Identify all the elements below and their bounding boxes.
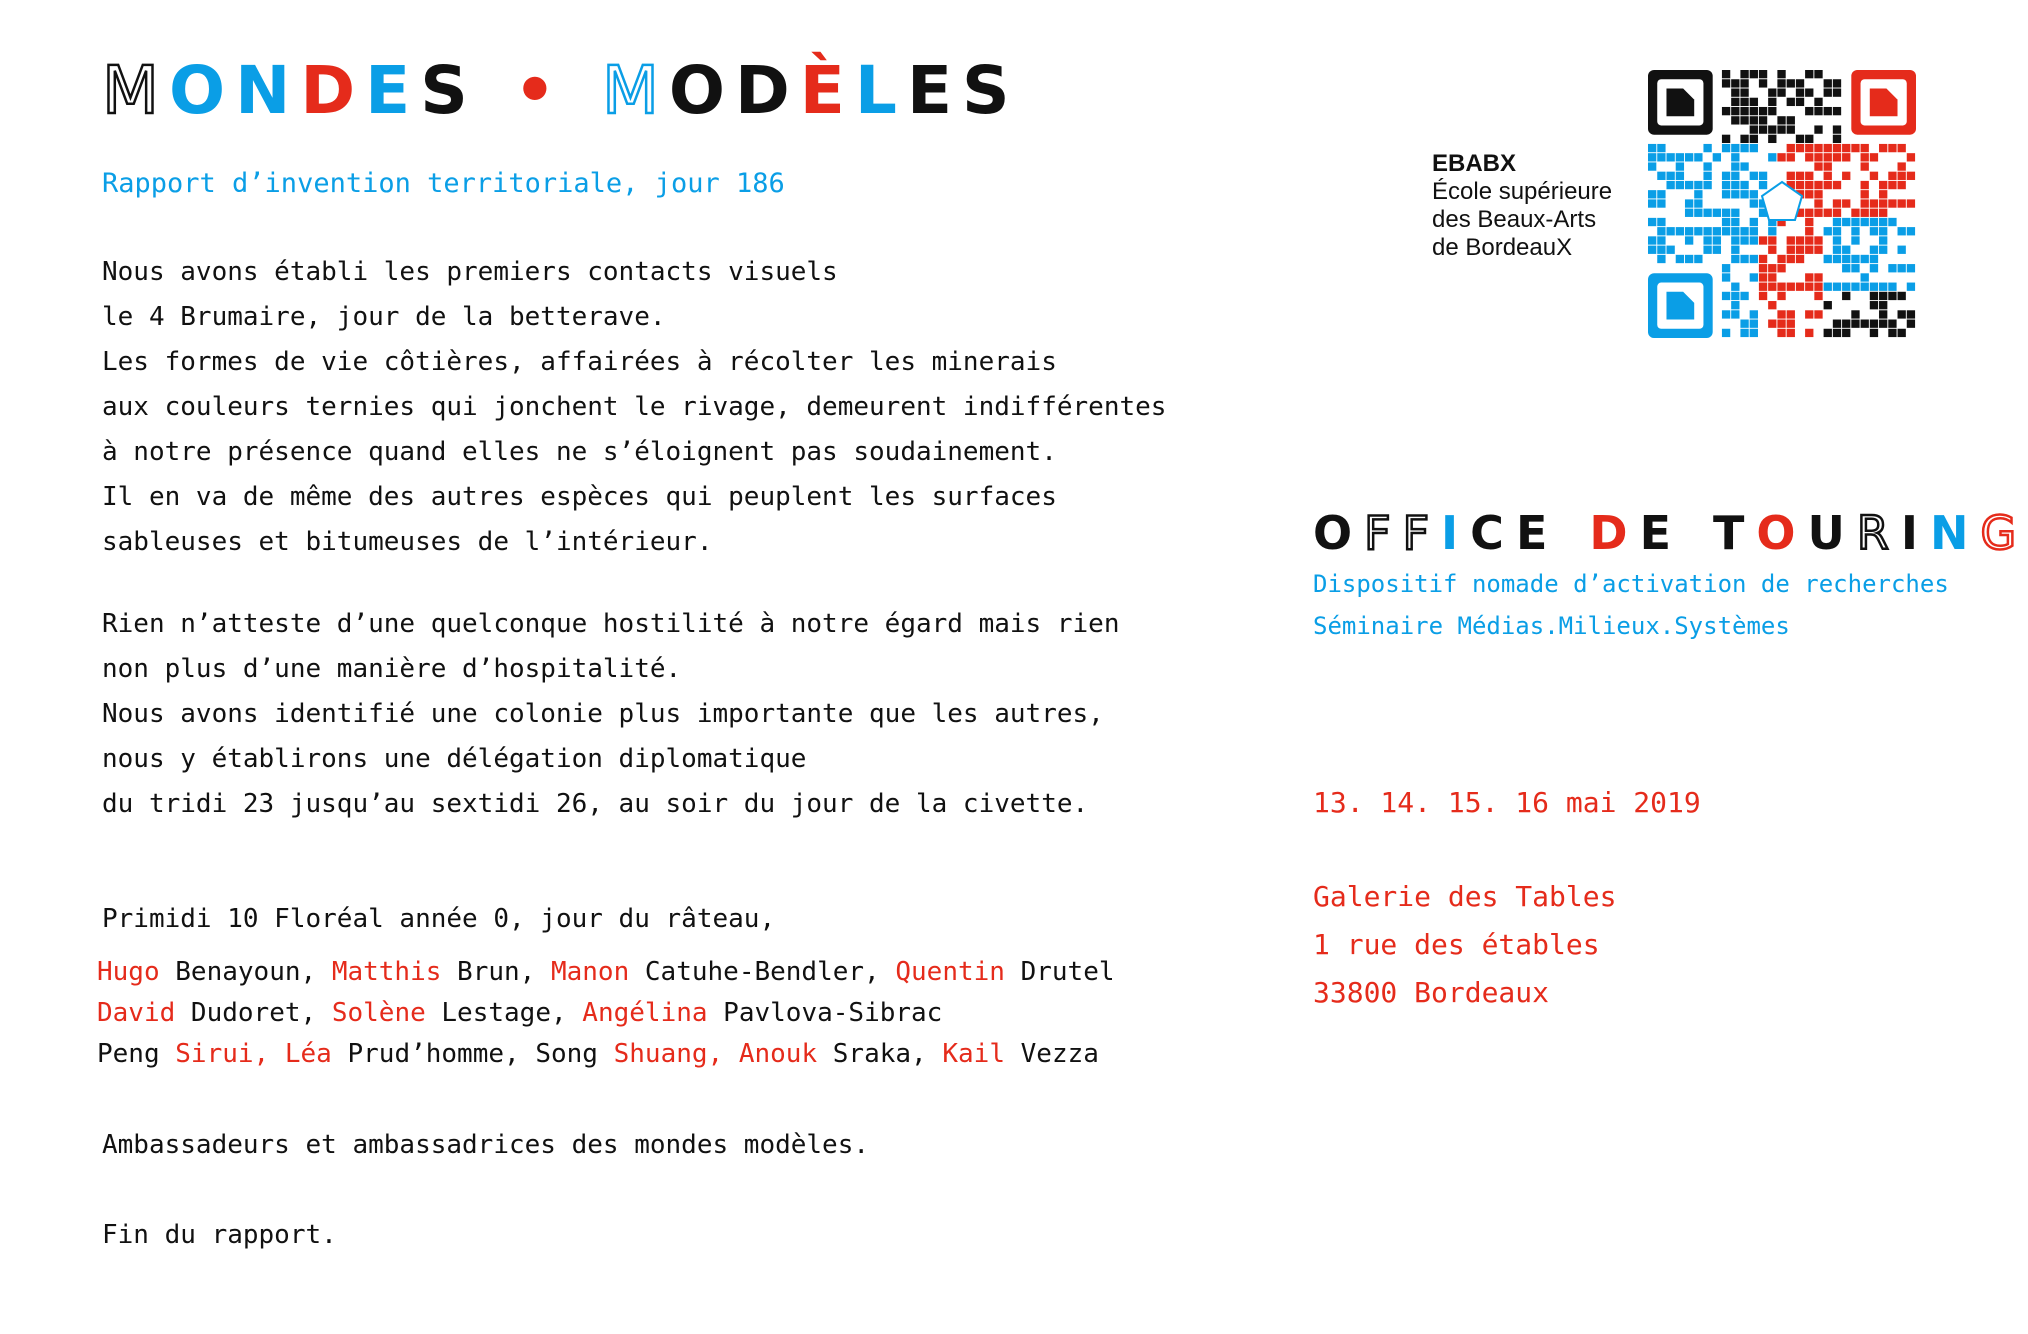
end-line: Fin du rapport.	[102, 1220, 337, 1250]
text-line: nous y établirons une délégation diplomatique	[102, 744, 807, 774]
paragraph-1	[102, 250, 1166, 565]
first-name: Manon	[550, 957, 630, 987]
first-name: Shuang,	[613, 1039, 739, 1069]
name-prefix: Peng	[97, 1039, 176, 1069]
text-line: Nous avons identifié une colonie plus importante que les autres,	[102, 699, 1104, 729]
report-subtitle: Rapport d’invention territoriale, jour 186	[102, 168, 785, 199]
office-seminar: Séminaire Médias.Milieux.Systèmes	[1313, 612, 1790, 640]
office-letter: I	[1441, 506, 1471, 560]
names-line	[97, 993, 1115, 1034]
title-letter: M	[601, 52, 669, 129]
first-name: David	[97, 998, 176, 1028]
title-letter: È	[799, 52, 855, 129]
title-letter: S	[962, 52, 1020, 129]
last-name: Sraka,	[817, 1039, 943, 1069]
office-letter: F	[1402, 506, 1442, 560]
paragraph-2	[102, 602, 1119, 827]
office-letter: O	[1313, 506, 1365, 560]
first-name: Kail	[942, 1039, 1005, 1069]
office-letter: C	[1470, 506, 1516, 560]
title-letter: S	[420, 52, 478, 129]
date-line: Primidi 10 Floréal année 0, jour du râteau,	[102, 904, 776, 934]
last-name: Vezza	[1004, 1039, 1099, 1069]
school-block	[1432, 150, 1612, 262]
text-line: le 4 Brumaire, jour de la betterave.	[102, 302, 666, 332]
names-line	[97, 952, 1115, 993]
office-letter: O	[1756, 506, 1808, 560]
first-name: Matthis	[331, 957, 442, 987]
last-name: Prud’homme,	[331, 1039, 536, 1069]
participants-list	[97, 952, 1115, 1075]
title-letter: E	[906, 52, 963, 129]
venue-name: Galerie des Tables	[1313, 880, 1617, 913]
office-letter: G	[1980, 506, 2028, 560]
first-name: Anouk	[738, 1039, 818, 1069]
first-name: Sirui,	[175, 1039, 285, 1069]
first-name: Quentin	[895, 957, 1005, 987]
last-name: Drutel	[1004, 957, 1115, 987]
school-name-line: des Beaux-Arts	[1432, 206, 1597, 233]
text-line: aux couleurs ternies qui jonchent le rivage, demeurent indifférentes	[102, 392, 1167, 422]
first-name: Angélina	[582, 998, 708, 1028]
qr-code-icon	[1648, 70, 1916, 338]
text-line: à notre présence quand elles ne s’éloignent pas soudainement.	[102, 437, 1057, 467]
office-letter: F	[1364, 506, 1403, 560]
office-letter: E	[1515, 506, 1560, 560]
title-letter: D	[300, 52, 366, 129]
last-name: Brun,	[441, 957, 551, 987]
title-letter: O	[668, 52, 735, 129]
school-name-line: de BordeauX	[1432, 234, 1573, 261]
text-line: Il en va de même des autres espèces qui peuplent les surfaces	[102, 482, 1057, 512]
title-letter: L	[854, 52, 907, 129]
text-line: sableuses et bitumeuses de l’intérieur.	[102, 527, 713, 557]
first-name: Solène	[331, 998, 426, 1028]
school-name-line: École supérieure	[1432, 178, 1613, 205]
venue-city: 33800 Bordeaux	[1313, 976, 1550, 1009]
venue-street: 1 rue des étables	[1313, 928, 1600, 961]
office-letter: R	[1856, 506, 1901, 560]
last-name: Pavlova-Sibrac	[707, 998, 943, 1028]
title-letter: E	[365, 52, 421, 129]
last-name: Lestage,	[425, 998, 583, 1028]
office-title	[1313, 506, 2028, 560]
office-letter: U	[1807, 506, 1857, 560]
title-letter: N	[235, 52, 301, 129]
title-letter: D	[735, 52, 800, 129]
office-letter: N	[1929, 506, 1981, 560]
event-dates: 13. 14. 15. 16 mai 2019	[1313, 786, 1701, 819]
office-letter: I	[1900, 506, 1930, 560]
last-name: Catuhe-Bendler,	[629, 957, 896, 987]
first-name: Léa	[284, 1039, 332, 1069]
office-subtitle: Dispositif nomade d’activation de recherches	[1313, 570, 1949, 598]
title-letter: M	[102, 52, 169, 129]
last-name: Dudoret,	[175, 998, 332, 1028]
school-acronym: EBABX	[1432, 150, 1517, 177]
office-letter: D	[1589, 506, 1640, 560]
text-line: du tridi 23 jusqu’au sextidi 26, au soir du jour de la civette.	[102, 789, 1089, 819]
title-separator: •	[513, 52, 566, 129]
office-letter: T	[1713, 506, 1757, 560]
text-line: Rien n’atteste d’une quelconque hostilité à notre égard mais rien	[102, 609, 1120, 639]
names-line	[97, 1034, 1115, 1075]
text-line: non plus d’une manière d’hospitalité.	[102, 654, 682, 684]
ambassadors-line: Ambassadeurs et ambassadrices des mondes modèles.	[102, 1130, 870, 1160]
page-title	[102, 52, 1020, 129]
text-line: Les formes de vie côtières, affairées à récolter les minerais	[102, 347, 1057, 377]
first-name: Hugo	[97, 957, 160, 987]
name-prefix: Song	[535, 1039, 614, 1069]
title-letter: O	[168, 52, 236, 129]
text-line: Nous avons établi les premiers contacts visuels	[102, 257, 838, 287]
office-letter: E	[1639, 506, 1683, 560]
last-name: Benayoun,	[159, 957, 332, 987]
